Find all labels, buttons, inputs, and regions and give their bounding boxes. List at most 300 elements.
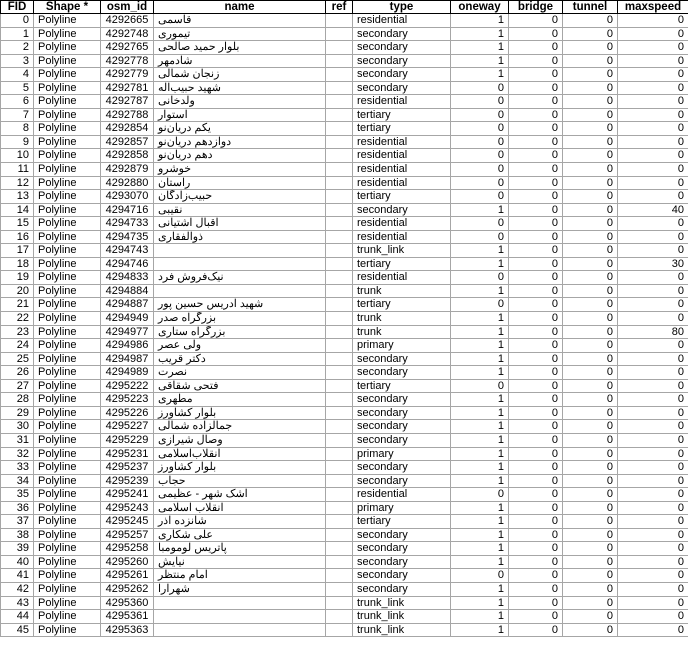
cell-ref[interactable]	[326, 528, 353, 542]
cell-shape[interactable]: Polyline	[34, 108, 101, 122]
cell-tunnel[interactable]: 0	[563, 14, 618, 28]
cell-maxspeed[interactable]: 0	[618, 163, 688, 177]
cell-tunnel[interactable]: 0	[563, 244, 618, 258]
cell-ref[interactable]	[326, 379, 353, 393]
cell-shape[interactable]: Polyline	[34, 596, 101, 610]
cell-shape[interactable]: Polyline	[34, 406, 101, 420]
cell-tunnel[interactable]: 0	[563, 108, 618, 122]
cell-type[interactable]: residential	[353, 135, 451, 149]
cell-type[interactable]: trunk_link	[353, 610, 451, 624]
cell-maxspeed[interactable]: 0	[618, 339, 688, 353]
cell-type[interactable]: residential	[353, 230, 451, 244]
cell-ref[interactable]	[326, 217, 353, 231]
cell-ref[interactable]	[326, 54, 353, 68]
cell-type[interactable]: residential	[353, 176, 451, 190]
cell-oneway[interactable]: 1	[451, 433, 509, 447]
cell-name[interactable]: حجاب	[154, 474, 326, 488]
cell-fid[interactable]: 17	[1, 244, 34, 258]
cell-maxspeed[interactable]: 0	[618, 244, 688, 258]
cell-maxspeed[interactable]: 0	[618, 366, 688, 380]
cell-fid[interactable]: 34	[1, 474, 34, 488]
cell-bridge[interactable]: 0	[509, 217, 563, 231]
cell-ref[interactable]	[326, 366, 353, 380]
cell-type[interactable]: tertiary	[353, 190, 451, 204]
cell-osm_id[interactable]: 4294733	[101, 217, 154, 231]
cell-name[interactable]: تیموری	[154, 27, 326, 41]
cell-ref[interactable]	[326, 325, 353, 339]
cell-type[interactable]: secondary	[353, 68, 451, 82]
cell-ref[interactable]	[326, 27, 353, 41]
cell-fid[interactable]: 31	[1, 433, 34, 447]
cell-tunnel[interactable]: 0	[563, 488, 618, 502]
cell-osm_id[interactable]: 4295363	[101, 623, 154, 637]
cell-name[interactable]	[154, 244, 326, 258]
cell-osm_id[interactable]: 4294987	[101, 352, 154, 366]
cell-bridge[interactable]: 0	[509, 569, 563, 583]
cell-type[interactable]: tertiary	[353, 257, 451, 271]
cell-ref[interactable]	[326, 610, 353, 624]
cell-ref[interactable]	[326, 352, 353, 366]
cell-tunnel[interactable]: 0	[563, 582, 618, 596]
cell-oneway[interactable]: 1	[451, 41, 509, 55]
cell-ref[interactable]	[326, 488, 353, 502]
cell-maxspeed[interactable]: 0	[618, 95, 688, 109]
cell-fid[interactable]: 19	[1, 271, 34, 285]
cell-ref[interactable]	[326, 68, 353, 82]
cell-type[interactable]: secondary	[353, 41, 451, 55]
header-cell-bridge[interactable]: bridge	[509, 1, 563, 14]
cell-bridge[interactable]: 0	[509, 325, 563, 339]
cell-name[interactable]: قاسمی	[154, 14, 326, 28]
cell-tunnel[interactable]: 0	[563, 555, 618, 569]
cell-fid[interactable]: 39	[1, 542, 34, 556]
cell-osm_id[interactable]: 4294887	[101, 298, 154, 312]
cell-fid[interactable]: 22	[1, 312, 34, 326]
cell-fid[interactable]: 2	[1, 41, 34, 55]
cell-maxspeed[interactable]: 0	[618, 108, 688, 122]
cell-bridge[interactable]: 0	[509, 95, 563, 109]
cell-type[interactable]: primary	[353, 447, 451, 461]
cell-type[interactable]: secondary	[353, 555, 451, 569]
cell-maxspeed[interactable]: 0	[618, 569, 688, 583]
cell-ref[interactable]	[326, 284, 353, 298]
cell-shape[interactable]: Polyline	[34, 339, 101, 353]
cell-maxspeed[interactable]: 0	[618, 27, 688, 41]
cell-name[interactable]: وصال شیرازی	[154, 433, 326, 447]
cell-name[interactable]	[154, 596, 326, 610]
cell-bridge[interactable]: 0	[509, 54, 563, 68]
cell-oneway[interactable]: 1	[451, 68, 509, 82]
cell-tunnel[interactable]: 0	[563, 406, 618, 420]
cell-shape[interactable]: Polyline	[34, 284, 101, 298]
cell-type[interactable]: secondary	[353, 582, 451, 596]
cell-oneway[interactable]: 1	[451, 447, 509, 461]
cell-oneway[interactable]: 0	[451, 108, 509, 122]
cell-oneway[interactable]: 1	[451, 244, 509, 258]
cell-ref[interactable]	[326, 135, 353, 149]
cell-osm_id[interactable]: 4295243	[101, 501, 154, 515]
cell-fid[interactable]: 23	[1, 325, 34, 339]
cell-maxspeed[interactable]: 0	[618, 230, 688, 244]
cell-fid[interactable]: 9	[1, 135, 34, 149]
cell-tunnel[interactable]: 0	[563, 257, 618, 271]
cell-name[interactable]: امام منتظر	[154, 569, 326, 583]
cell-tunnel[interactable]: 0	[563, 542, 618, 556]
cell-oneway[interactable]: 1	[451, 474, 509, 488]
cell-osm_id[interactable]: 4292787	[101, 95, 154, 109]
cell-name[interactable]: ولدخانی	[154, 95, 326, 109]
cell-bridge[interactable]: 0	[509, 474, 563, 488]
cell-shape[interactable]: Polyline	[34, 217, 101, 231]
cell-bridge[interactable]: 0	[509, 542, 563, 556]
cell-oneway[interactable]: 1	[451, 14, 509, 28]
cell-name[interactable]: شانزده آذر	[154, 515, 326, 529]
cell-ref[interactable]	[326, 569, 353, 583]
cell-shape[interactable]: Polyline	[34, 230, 101, 244]
cell-osm_id[interactable]: 4294989	[101, 366, 154, 380]
cell-shape[interactable]: Polyline	[34, 271, 101, 285]
cell-type[interactable]: secondary	[353, 542, 451, 556]
cell-maxspeed[interactable]: 0	[618, 515, 688, 529]
header-cell-oneway[interactable]: oneway	[451, 1, 509, 14]
cell-tunnel[interactable]: 0	[563, 379, 618, 393]
cell-maxspeed[interactable]: 0	[618, 14, 688, 28]
cell-osm_id[interactable]: 4292665	[101, 14, 154, 28]
cell-oneway[interactable]: 0	[451, 488, 509, 502]
cell-maxspeed[interactable]: 0	[618, 596, 688, 610]
cell-name[interactable]: فتحی شقاقی	[154, 379, 326, 393]
cell-bridge[interactable]: 0	[509, 339, 563, 353]
cell-shape[interactable]: Polyline	[34, 447, 101, 461]
cell-oneway[interactable]: 1	[451, 406, 509, 420]
cell-maxspeed[interactable]: 40	[618, 203, 688, 217]
cell-fid[interactable]: 27	[1, 379, 34, 393]
cell-osm_id[interactable]: 4294746	[101, 257, 154, 271]
cell-tunnel[interactable]: 0	[563, 447, 618, 461]
cell-maxspeed[interactable]: 0	[618, 68, 688, 82]
cell-maxspeed[interactable]: 0	[618, 461, 688, 475]
cell-type[interactable]: secondary	[353, 433, 451, 447]
cell-bridge[interactable]: 0	[509, 244, 563, 258]
cell-osm_id[interactable]: 4295361	[101, 610, 154, 624]
cell-osm_id[interactable]: 4295241	[101, 488, 154, 502]
cell-bridge[interactable]: 0	[509, 190, 563, 204]
cell-shape[interactable]: Polyline	[34, 528, 101, 542]
cell-oneway[interactable]: 1	[451, 501, 509, 515]
cell-maxspeed[interactable]: 0	[618, 176, 688, 190]
cell-osm_id[interactable]: 4295231	[101, 447, 154, 461]
cell-oneway[interactable]: 0	[451, 163, 509, 177]
cell-type[interactable]: trunk	[353, 325, 451, 339]
cell-ref[interactable]	[326, 95, 353, 109]
cell-name[interactable]: پاتریس لومومبا	[154, 542, 326, 556]
cell-ref[interactable]	[326, 420, 353, 434]
cell-ref[interactable]	[326, 163, 353, 177]
cell-maxspeed[interactable]: 0	[618, 474, 688, 488]
cell-tunnel[interactable]: 0	[563, 610, 618, 624]
cell-osm_id[interactable]: 4295260	[101, 555, 154, 569]
cell-shape[interactable]: Polyline	[34, 54, 101, 68]
cell-oneway[interactable]: 0	[451, 95, 509, 109]
cell-osm_id[interactable]: 4294743	[101, 244, 154, 258]
cell-shape[interactable]: Polyline	[34, 461, 101, 475]
cell-ref[interactable]	[326, 298, 353, 312]
cell-name[interactable]: بلوار حمید صالحی	[154, 41, 326, 55]
cell-ref[interactable]	[326, 623, 353, 637]
cell-ref[interactable]	[326, 555, 353, 569]
cell-ref[interactable]	[326, 149, 353, 163]
cell-oneway[interactable]: 1	[451, 352, 509, 366]
cell-tunnel[interactable]: 0	[563, 163, 618, 177]
cell-tunnel[interactable]: 0	[563, 41, 618, 55]
cell-osm_id[interactable]: 4292788	[101, 108, 154, 122]
cell-fid[interactable]: 21	[1, 298, 34, 312]
cell-fid[interactable]: 42	[1, 582, 34, 596]
cell-type[interactable]: secondary	[353, 81, 451, 95]
cell-bridge[interactable]: 0	[509, 501, 563, 515]
cell-bridge[interactable]: 0	[509, 230, 563, 244]
cell-name[interactable]: شهید حبیب‌اله	[154, 81, 326, 95]
cell-shape[interactable]: Polyline	[34, 122, 101, 136]
cell-name[interactable]: انقلاب اسلامی	[154, 501, 326, 515]
header-cell-type[interactable]: type	[353, 1, 451, 14]
cell-fid[interactable]: 44	[1, 610, 34, 624]
cell-oneway[interactable]: 0	[451, 379, 509, 393]
cell-oneway[interactable]: 1	[451, 54, 509, 68]
cell-fid[interactable]: 10	[1, 149, 34, 163]
cell-maxspeed[interactable]: 0	[618, 190, 688, 204]
cell-type[interactable]: secondary	[353, 366, 451, 380]
cell-bridge[interactable]: 0	[509, 68, 563, 82]
cell-bridge[interactable]: 0	[509, 176, 563, 190]
cell-maxspeed[interactable]: 0	[618, 528, 688, 542]
cell-name[interactable]: زنجان شمالی	[154, 68, 326, 82]
cell-tunnel[interactable]: 0	[563, 501, 618, 515]
cell-fid[interactable]: 15	[1, 217, 34, 231]
cell-oneway[interactable]: 1	[451, 610, 509, 624]
cell-type[interactable]: residential	[353, 217, 451, 231]
cell-maxspeed[interactable]: 0	[618, 149, 688, 163]
cell-fid[interactable]: 35	[1, 488, 34, 502]
cell-oneway[interactable]: 0	[451, 135, 509, 149]
cell-type[interactable]: secondary	[353, 461, 451, 475]
cell-osm_id[interactable]: 4295239	[101, 474, 154, 488]
cell-tunnel[interactable]: 0	[563, 95, 618, 109]
cell-bridge[interactable]: 0	[509, 203, 563, 217]
cell-maxspeed[interactable]: 0	[618, 312, 688, 326]
cell-fid[interactable]: 24	[1, 339, 34, 353]
cell-osm_id[interactable]: 4294884	[101, 284, 154, 298]
cell-shape[interactable]: Polyline	[34, 474, 101, 488]
cell-oneway[interactable]: 0	[451, 271, 509, 285]
cell-shape[interactable]: Polyline	[34, 623, 101, 637]
cell-shape[interactable]: Polyline	[34, 68, 101, 82]
cell-bridge[interactable]: 0	[509, 488, 563, 502]
cell-shape[interactable]: Polyline	[34, 325, 101, 339]
cell-type[interactable]: trunk_link	[353, 244, 451, 258]
cell-ref[interactable]	[326, 312, 353, 326]
cell-fid[interactable]: 7	[1, 108, 34, 122]
cell-tunnel[interactable]: 0	[563, 81, 618, 95]
cell-bridge[interactable]: 0	[509, 352, 563, 366]
cell-shape[interactable]: Polyline	[34, 203, 101, 217]
cell-name[interactable]: اشک شهر - عظیمی	[154, 488, 326, 502]
cell-tunnel[interactable]: 0	[563, 135, 618, 149]
cell-tunnel[interactable]: 0	[563, 352, 618, 366]
cell-type[interactable]: residential	[353, 488, 451, 502]
cell-type[interactable]: tertiary	[353, 379, 451, 393]
cell-name[interactable]: انقلاب‌اسلامی	[154, 447, 326, 461]
cell-osm_id[interactable]: 4295257	[101, 528, 154, 542]
cell-name[interactable]: بلوار کشاورز	[154, 406, 326, 420]
cell-tunnel[interactable]: 0	[563, 393, 618, 407]
header-cell-name[interactable]: name	[154, 1, 326, 14]
cell-ref[interactable]	[326, 582, 353, 596]
cell-osm_id[interactable]: 4295229	[101, 433, 154, 447]
cell-fid[interactable]: 3	[1, 54, 34, 68]
cell-osm_id[interactable]: 4295258	[101, 542, 154, 556]
cell-oneway[interactable]: 0	[451, 149, 509, 163]
cell-shape[interactable]: Polyline	[34, 501, 101, 515]
cell-type[interactable]: secondary	[353, 474, 451, 488]
cell-oneway[interactable]: 0	[451, 569, 509, 583]
cell-tunnel[interactable]: 0	[563, 569, 618, 583]
cell-osm_id[interactable]: 4292857	[101, 135, 154, 149]
cell-shape[interactable]: Polyline	[34, 610, 101, 624]
cell-ref[interactable]	[326, 406, 353, 420]
cell-type[interactable]: tertiary	[353, 122, 451, 136]
header-cell-ref[interactable]: ref	[326, 1, 353, 14]
cell-osm_id[interactable]: 4294977	[101, 325, 154, 339]
cell-maxspeed[interactable]: 0	[618, 379, 688, 393]
cell-shape[interactable]: Polyline	[34, 352, 101, 366]
cell-ref[interactable]	[326, 14, 353, 28]
cell-shape[interactable]: Polyline	[34, 27, 101, 41]
cell-oneway[interactable]: 1	[451, 284, 509, 298]
cell-name[interactable]: راستان	[154, 176, 326, 190]
cell-osm_id[interactable]: 4292781	[101, 81, 154, 95]
cell-tunnel[interactable]: 0	[563, 27, 618, 41]
cell-bridge[interactable]: 0	[509, 596, 563, 610]
cell-ref[interactable]	[326, 190, 353, 204]
cell-maxspeed[interactable]: 0	[618, 555, 688, 569]
cell-oneway[interactable]: 0	[451, 190, 509, 204]
cell-shape[interactable]: Polyline	[34, 81, 101, 95]
cell-maxspeed[interactable]: 0	[618, 501, 688, 515]
cell-tunnel[interactable]: 0	[563, 68, 618, 82]
cell-oneway[interactable]: 0	[451, 298, 509, 312]
cell-maxspeed[interactable]: 30	[618, 257, 688, 271]
cell-ref[interactable]	[326, 203, 353, 217]
cell-bridge[interactable]: 0	[509, 163, 563, 177]
cell-tunnel[interactable]: 0	[563, 298, 618, 312]
cell-type[interactable]: residential	[353, 95, 451, 109]
cell-shape[interactable]: Polyline	[34, 176, 101, 190]
cell-oneway[interactable]: 1	[451, 339, 509, 353]
cell-bridge[interactable]: 0	[509, 447, 563, 461]
cell-fid[interactable]: 40	[1, 555, 34, 569]
cell-oneway[interactable]: 1	[451, 366, 509, 380]
cell-fid[interactable]: 43	[1, 596, 34, 610]
cell-name[interactable]: نیایش	[154, 555, 326, 569]
cell-osm_id[interactable]: 4292880	[101, 176, 154, 190]
cell-shape[interactable]: Polyline	[34, 190, 101, 204]
cell-fid[interactable]: 30	[1, 420, 34, 434]
cell-type[interactable]: primary	[353, 339, 451, 353]
cell-name[interactable]: دکتر قریب	[154, 352, 326, 366]
cell-osm_id[interactable]: 4295245	[101, 515, 154, 529]
cell-oneway[interactable]: 1	[451, 203, 509, 217]
cell-fid[interactable]: 13	[1, 190, 34, 204]
cell-fid[interactable]: 18	[1, 257, 34, 271]
cell-fid[interactable]: 11	[1, 163, 34, 177]
cell-bridge[interactable]: 0	[509, 271, 563, 285]
cell-osm_id[interactable]: 4292854	[101, 122, 154, 136]
cell-bridge[interactable]: 0	[509, 406, 563, 420]
cell-type[interactable]: secondary	[353, 352, 451, 366]
cell-fid[interactable]: 38	[1, 528, 34, 542]
cell-tunnel[interactable]: 0	[563, 461, 618, 475]
cell-name[interactable]: شهید ادریس حسین پور	[154, 298, 326, 312]
cell-maxspeed[interactable]: 0	[618, 54, 688, 68]
cell-shape[interactable]: Polyline	[34, 569, 101, 583]
cell-tunnel[interactable]: 0	[563, 230, 618, 244]
cell-osm_id[interactable]: 4295226	[101, 406, 154, 420]
cell-oneway[interactable]: 1	[451, 623, 509, 637]
cell-oneway[interactable]: 1	[451, 596, 509, 610]
cell-bridge[interactable]: 0	[509, 41, 563, 55]
cell-type[interactable]: trunk	[353, 312, 451, 326]
cell-shape[interactable]: Polyline	[34, 312, 101, 326]
cell-oneway[interactable]: 1	[451, 325, 509, 339]
cell-osm_id[interactable]: 4295227	[101, 420, 154, 434]
cell-tunnel[interactable]: 0	[563, 149, 618, 163]
cell-name[interactable]: دهم دریان‌نو	[154, 149, 326, 163]
cell-oneway[interactable]: 0	[451, 81, 509, 95]
cell-name[interactable]: جمالزاده شمالی	[154, 420, 326, 434]
cell-oneway[interactable]: 1	[451, 515, 509, 529]
cell-name[interactable]: شادمهر	[154, 54, 326, 68]
cell-maxspeed[interactable]: 0	[618, 122, 688, 136]
cell-osm_id[interactable]: 4295237	[101, 461, 154, 475]
cell-ref[interactable]	[326, 81, 353, 95]
cell-bridge[interactable]: 0	[509, 298, 563, 312]
cell-osm_id[interactable]: 4294833	[101, 271, 154, 285]
cell-osm_id[interactable]: 4292779	[101, 68, 154, 82]
cell-shape[interactable]: Polyline	[34, 433, 101, 447]
cell-type[interactable]: secondary	[353, 420, 451, 434]
cell-osm_id[interactable]: 4293070	[101, 190, 154, 204]
cell-shape[interactable]: Polyline	[34, 149, 101, 163]
cell-oneway[interactable]: 0	[451, 217, 509, 231]
cell-type[interactable]: secondary	[353, 393, 451, 407]
cell-name[interactable]	[154, 284, 326, 298]
cell-fid[interactable]: 28	[1, 393, 34, 407]
cell-maxspeed[interactable]: 0	[618, 81, 688, 95]
cell-osm_id[interactable]: 4295223	[101, 393, 154, 407]
cell-maxspeed[interactable]: 0	[618, 298, 688, 312]
cell-ref[interactable]	[326, 461, 353, 475]
cell-bridge[interactable]: 0	[509, 14, 563, 28]
cell-type[interactable]: residential	[353, 14, 451, 28]
cell-tunnel[interactable]: 0	[563, 271, 618, 285]
cell-bridge[interactable]: 0	[509, 108, 563, 122]
cell-ref[interactable]	[326, 501, 353, 515]
cell-maxspeed[interactable]: 0	[618, 420, 688, 434]
cell-tunnel[interactable]: 0	[563, 433, 618, 447]
cell-oneway[interactable]: 1	[451, 461, 509, 475]
cell-type[interactable]: trunk_link	[353, 623, 451, 637]
